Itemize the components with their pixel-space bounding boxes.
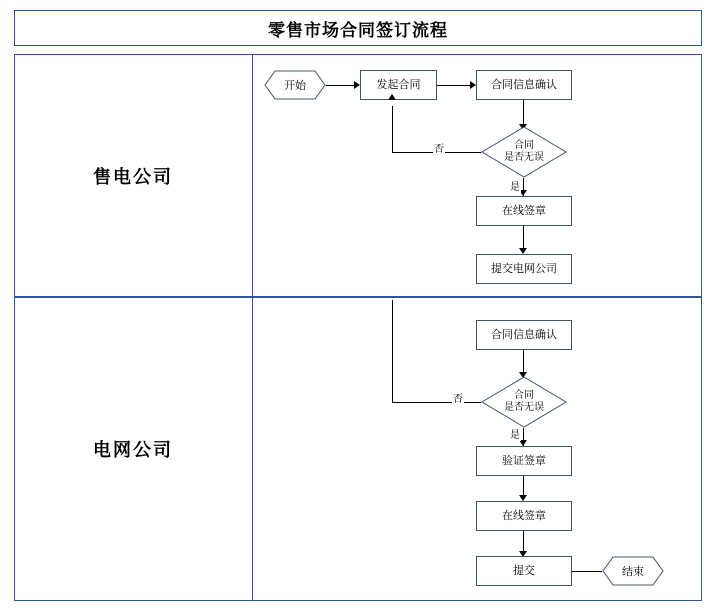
lane-divider-top bbox=[252, 54, 253, 297]
edge-label-yes-seller: 是 bbox=[509, 178, 521, 193]
node-submit-grid-label: 提交 bbox=[513, 564, 535, 577]
page-title: 零售市场合同签订流程 bbox=[268, 20, 448, 40]
node-check-grid-line2: 是否无误 bbox=[504, 402, 544, 413]
edge-label-no-grid: 否 bbox=[452, 390, 464, 405]
node-verify-seal-grid-label: 验证签章 bbox=[502, 454, 546, 467]
node-check-grid-labels bbox=[481, 376, 567, 428]
node-confirm-info-grid[interactable] bbox=[476, 320, 572, 350]
node-check-grid-line1: 合同 bbox=[514, 389, 534, 401]
edge-confirm-to-check-grid bbox=[523, 350, 524, 372]
node-end[interactable] bbox=[602, 556, 664, 586]
node-online-seal-grid[interactable] bbox=[476, 501, 572, 531]
edge-verify-to-seal-grid bbox=[523, 476, 524, 496]
edge-check-grid-no bbox=[392, 402, 481, 403]
node-check-grid[interactable] bbox=[481, 376, 567, 428]
node-online-seal-grid-label: 在线签章 bbox=[502, 509, 546, 522]
lane-divider-bottom bbox=[252, 297, 253, 601]
edge-seal-to-submit-grid bbox=[523, 531, 524, 553]
diagram-title-bar bbox=[14, 10, 702, 46]
lane-label-seller: 售电公司 bbox=[93, 166, 173, 187]
edge-initiate-to-confirm bbox=[437, 85, 470, 86]
edge-check-seller-no-vertical bbox=[392, 106, 393, 152]
node-initiate-contract-label: 发起合同 bbox=[376, 78, 421, 91]
node-submit-to-grid[interactable] bbox=[476, 254, 572, 284]
node-check-seller-line1: 合同 bbox=[514, 139, 534, 151]
edge-start-to-initiate bbox=[326, 85, 354, 86]
node-submit-to-grid-label: 提交电网公司 bbox=[491, 262, 557, 275]
node-check-seller-labels bbox=[481, 126, 567, 178]
edge-submit-to-end bbox=[572, 571, 602, 572]
node-start[interactable] bbox=[264, 70, 326, 100]
node-submit-grid[interactable] bbox=[476, 556, 572, 586]
edge-label-no-seller: 否 bbox=[433, 140, 445, 155]
node-start-label: 开始 bbox=[284, 80, 306, 92]
node-check-seller-line2: 是否无误 bbox=[504, 152, 544, 163]
node-verify-seal-grid[interactable] bbox=[476, 446, 572, 476]
edge-confirm-to-check-seller bbox=[523, 100, 524, 124]
node-online-seal-seller-label: 在线签章 bbox=[502, 204, 546, 217]
node-online-seal-seller[interactable] bbox=[476, 196, 572, 226]
lane-label-grid: 电网公司 bbox=[93, 440, 173, 460]
node-check-seller[interactable] bbox=[481, 126, 567, 178]
node-confirm-info-grid-label: 合同信息确认 bbox=[491, 328, 557, 341]
edge-seal-to-submit-seller bbox=[523, 226, 524, 250]
node-initiate-contract[interactable] bbox=[360, 70, 437, 100]
edge-label-yes-grid: 是 bbox=[509, 426, 521, 441]
node-confirm-info-seller-label: 合同信息确认 bbox=[491, 78, 557, 91]
edge-check-grid-no-vertical bbox=[392, 300, 393, 402]
node-confirm-info-seller[interactable] bbox=[476, 70, 572, 100]
node-end-label: 结束 bbox=[622, 566, 644, 578]
arrow-check-seller-no-up bbox=[388, 94, 396, 100]
